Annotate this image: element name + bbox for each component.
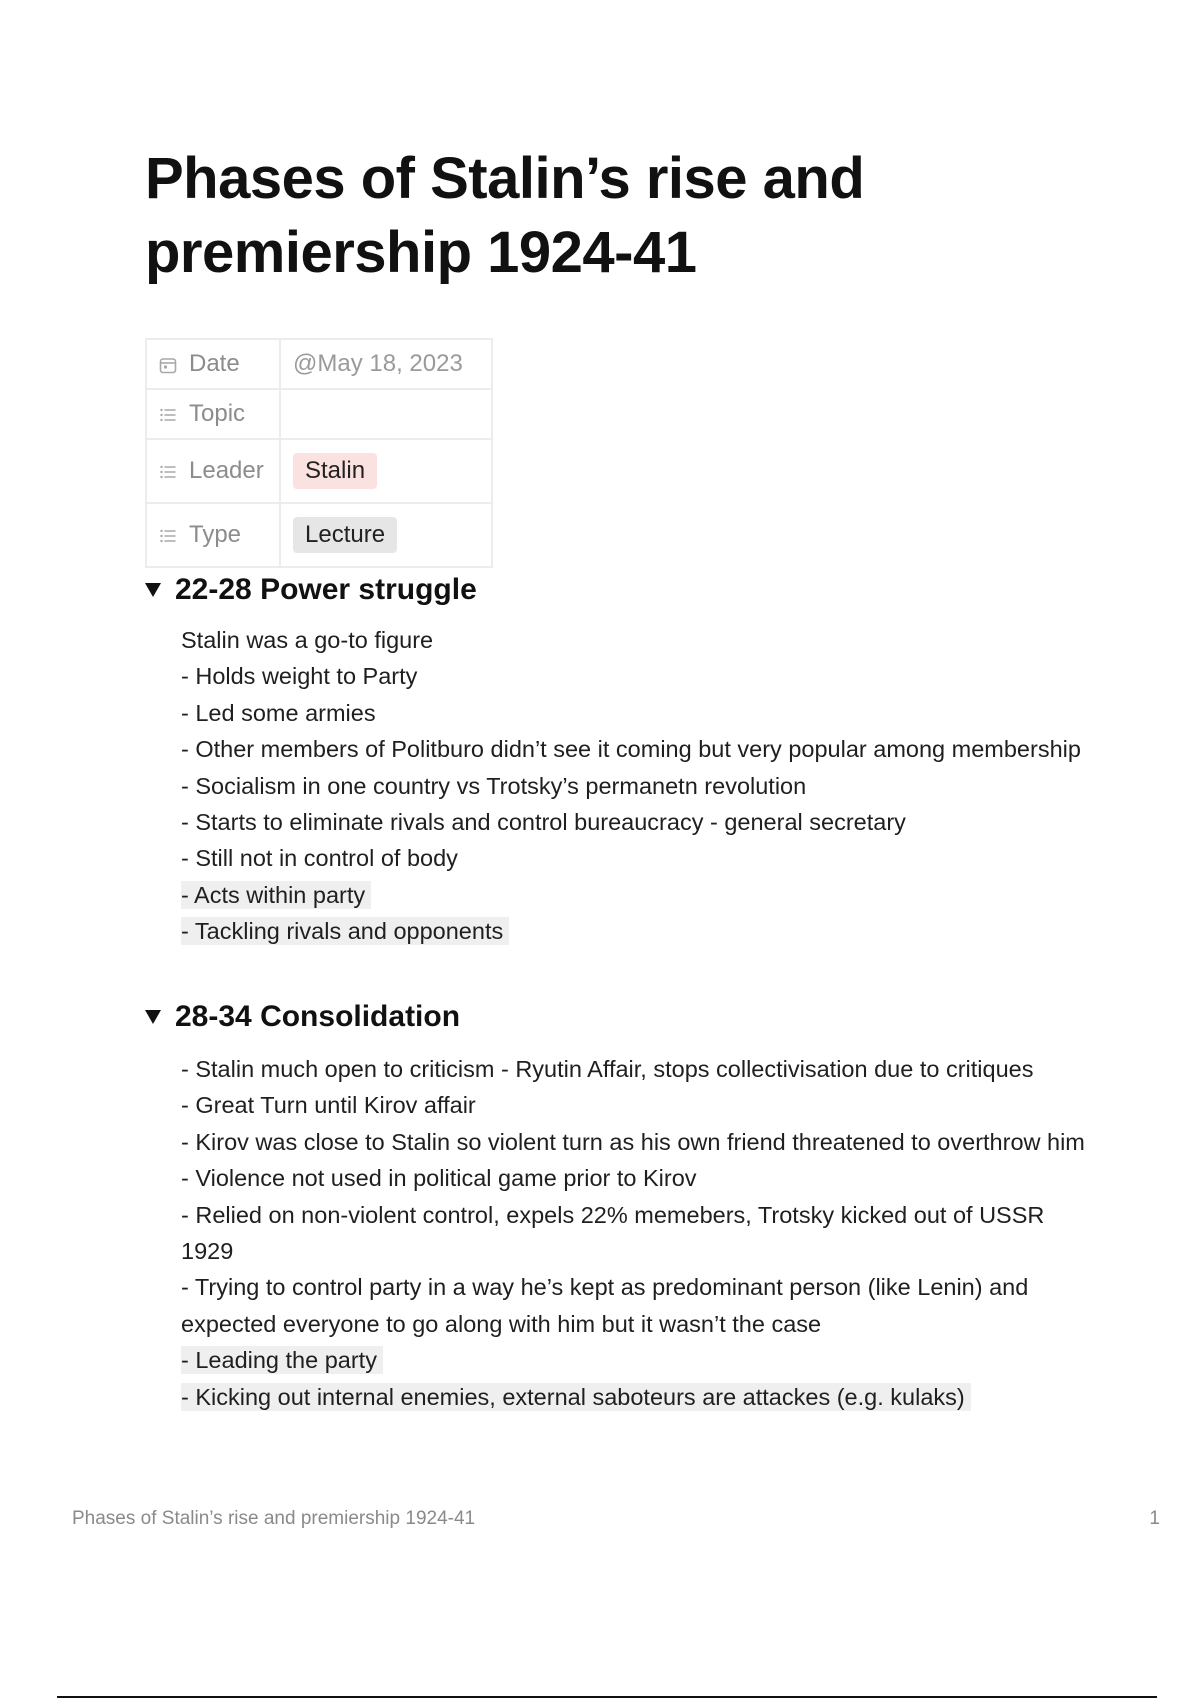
property-row-type <box>146 503 492 567</box>
toggle-triangle-icon[interactable] <box>145 582 161 598</box>
toggle-triangle-icon[interactable] <box>145 1009 161 1025</box>
property-row-date <box>146 339 492 389</box>
property-row-topic <box>146 389 492 439</box>
leader-tag[interactable]: Stalin <box>293 453 377 489</box>
text-line: - Stalin much open to criticism - Ryutin Affair, stops collectivisation due to critiques <box>181 1056 1034 1082</box>
section-body <box>181 1051 1085 1415</box>
properties-table <box>145 338 493 568</box>
section-heading: 22-28 Power struggle <box>175 573 477 606</box>
property-value-date[interactable]: @May 18, 2023 <box>280 339 492 389</box>
toggle-section-power-struggle <box>145 570 1085 950</box>
text-line: - Led some armies <box>181 699 376 726</box>
highlighted-line: - Acts within party <box>181 881 371 909</box>
divider <box>57 1696 1157 1698</box>
toggle-heading[interactable] <box>145 570 1085 610</box>
text-line: - Trying to control party in a way he’s kept as predominant person (like Lenin) and expected everyone to go along with him but it wasn’t the case <box>181 1274 1029 1337</box>
highlighted-line: - Tackling rivals and opponents <box>181 917 509 945</box>
list-icon <box>159 406 177 424</box>
list-icon <box>159 463 177 481</box>
toggle-section-consolidation <box>145 997 1085 1415</box>
type-tag[interactable]: Lecture <box>293 517 397 553</box>
text-line: - Socialism in one country vs Trotsky’s permanetn revolution <box>181 772 807 799</box>
text-line: - Holds weight to Party <box>181 663 418 690</box>
calendar-icon <box>159 356 177 374</box>
page-number: 1 <box>1149 1508 1160 1529</box>
highlighted-line: - Kicking out internal enemies, external saboteurs are attackes (e.g. kulaks) <box>181 1383 971 1411</box>
section-heading: 28-34 Consolidation <box>175 1000 461 1033</box>
toggle-heading[interactable] <box>145 997 1085 1037</box>
text-line: - Still not in control of body <box>181 845 458 872</box>
text-line: - Violence not used in political game prior to Kirov <box>181 1165 697 1192</box>
text-line: Stalin was a go-to figure <box>181 627 434 653</box>
property-label-leader: Leader <box>189 457 264 484</box>
property-row-leader <box>146 439 492 503</box>
text-line: - Starts to eliminate rivals and control bureaucracy - general secretary <box>181 809 906 836</box>
section-body <box>181 622 1085 950</box>
property-label-type: Type <box>189 521 242 548</box>
text-line: - Other members of Politburo didn’t see it coming but very popular among membership <box>181 736 1081 763</box>
text-line: - Relied on non-violent control, expels 22% memebers, Trotsky kicked out of USSR 1929 <box>181 1201 1045 1265</box>
highlighted-line: - Leading the party <box>181 1346 383 1374</box>
text-line: - Great Turn until Kirov affair <box>181 1092 476 1119</box>
property-label-topic: Topic <box>189 400 246 427</box>
footer-title: Phases of Stalin’s rise and premiership 1924-41 <box>72 1508 476 1529</box>
property-value-topic[interactable] <box>280 389 492 439</box>
property-label-date: Date <box>189 350 240 377</box>
page-title: Phases of Stalin’s rise and premiership 1924-41 <box>145 146 865 285</box>
list-icon <box>159 527 177 545</box>
text-line: - Kirov was close to Stalin so violent turn as his own friend threatened to overthrow him <box>181 1128 1085 1155</box>
